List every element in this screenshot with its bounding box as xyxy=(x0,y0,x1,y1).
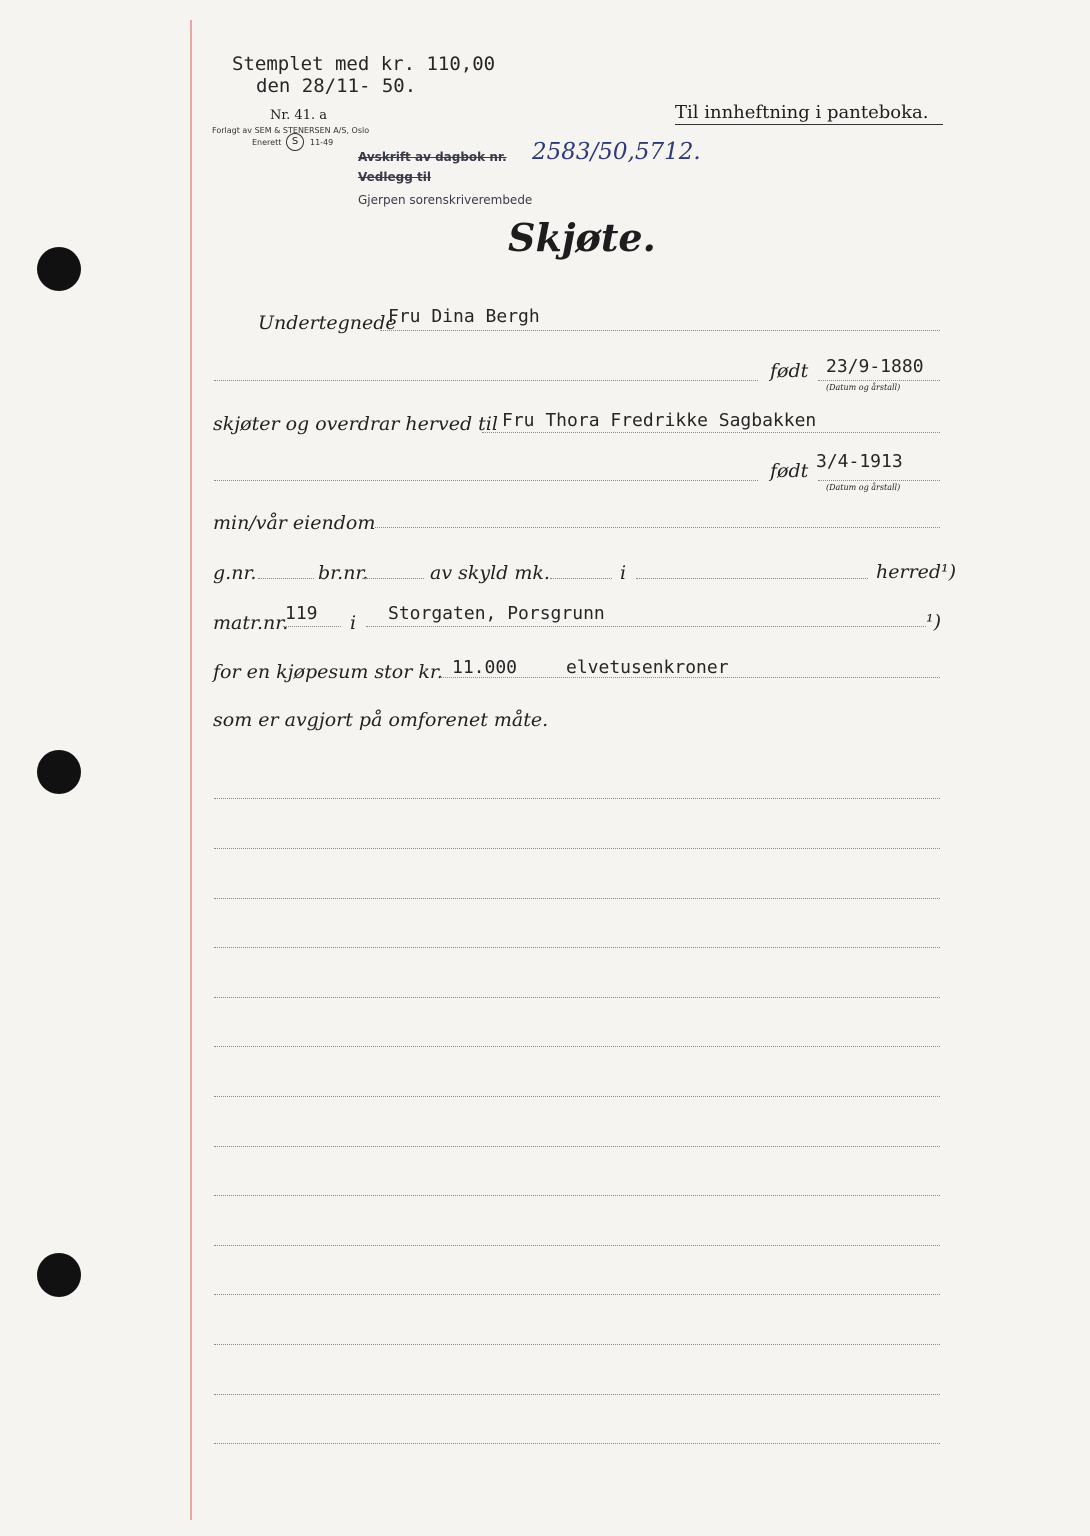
dotted-line xyxy=(818,380,940,381)
publisher-date: 11-49 xyxy=(310,138,334,147)
dotted-line xyxy=(214,1096,940,1097)
price-in-words: elvetusenkroner xyxy=(566,657,729,678)
footnote-mark: ¹) xyxy=(926,611,942,633)
stamp-line-1: Stemplet med kr. 110,00 xyxy=(232,53,496,75)
skyld-label: av skyld mk. xyxy=(430,562,550,584)
dotted-line xyxy=(214,1394,940,1395)
dotted-line xyxy=(636,578,868,579)
punch-hole xyxy=(37,1253,81,1297)
publisher-logo-icon: S xyxy=(286,133,304,151)
datum-note: (Datum og årstall) xyxy=(826,383,901,392)
buyer-birth-date: 3/4-1913 xyxy=(816,451,903,472)
dotted-line xyxy=(214,1443,940,1444)
dotted-line xyxy=(366,626,926,627)
undertegnede-label: Undertegnede xyxy=(258,312,397,334)
seller-birth-date: 23/9-1880 xyxy=(826,356,924,377)
brnr-label: br.nr. xyxy=(318,562,369,584)
i-label: i xyxy=(620,562,627,584)
punch-hole xyxy=(37,247,81,291)
dotted-line xyxy=(482,432,940,433)
dotted-line xyxy=(214,997,940,998)
binding-note: Til innheftning i panteboka. xyxy=(675,102,929,123)
margin-line xyxy=(190,20,192,1520)
registry-stamp-line-3: Gjerpen sorenskriverembede xyxy=(358,193,533,207)
publisher-line: Forlagt av SEM & STENERSEN A/S, Oslo xyxy=(212,126,370,135)
dotted-line xyxy=(550,578,612,579)
dotted-line xyxy=(214,848,940,849)
dotted-line xyxy=(375,527,940,528)
dotted-line xyxy=(214,1245,940,1246)
conveys-label: skjøter og overdrar herved til xyxy=(213,413,498,435)
eiendom-label: min/vår eiendom xyxy=(213,512,376,534)
dotted-line xyxy=(258,578,314,579)
price-label: for en kjøpesum stor kr. xyxy=(213,661,443,683)
dotted-line xyxy=(214,1146,940,1147)
dotted-line xyxy=(214,380,758,381)
dotted-line xyxy=(214,1195,940,1196)
gnr-label: g.nr. xyxy=(213,562,257,584)
dotted-line xyxy=(214,1294,940,1295)
document-title: Skjøte. xyxy=(508,215,656,260)
dotted-line xyxy=(214,1046,940,1047)
fodt-label: født xyxy=(770,360,809,382)
form-number: Nr. 41. a xyxy=(270,108,327,123)
datum-note: (Datum og årstall) xyxy=(826,483,901,492)
seller-name: Fru Dina Bergh xyxy=(388,306,540,327)
publisher-enerett: Enerett xyxy=(252,138,282,147)
dotted-line xyxy=(214,898,940,899)
fodt-label: født xyxy=(770,460,809,482)
dotted-line xyxy=(214,1344,940,1345)
registry-number: 2583/50,5712. xyxy=(532,139,701,165)
i-label: i xyxy=(350,612,357,634)
dotted-line xyxy=(214,480,758,481)
dotted-line xyxy=(380,330,940,331)
registry-stamp-line-1: Avskrift av dagbok nr. xyxy=(358,150,507,164)
herred-label: herred¹) xyxy=(876,561,957,583)
matr-label: matr.nr. xyxy=(213,612,289,634)
price-value: 11.000 xyxy=(452,657,518,678)
dotted-line xyxy=(214,798,940,799)
registry-stamp-line-2: Vedlegg til xyxy=(358,170,431,184)
settled-label: som er avgjort på omforenet måte. xyxy=(213,709,549,731)
dotted-line xyxy=(818,480,940,481)
property-location: Storgaten, Porsgrunn xyxy=(388,603,605,624)
dotted-line xyxy=(440,677,940,678)
punch-hole xyxy=(37,750,81,794)
dotted-line xyxy=(214,947,940,948)
buyer-name: Fru Thora Fredrikke Sagbakken xyxy=(502,410,817,431)
binding-note-underline xyxy=(675,124,943,125)
stamp-line-2: den 28/11- 50. xyxy=(256,75,417,97)
matr-number: 119 xyxy=(285,603,318,624)
dotted-line xyxy=(362,578,424,579)
dotted-line xyxy=(283,626,341,627)
